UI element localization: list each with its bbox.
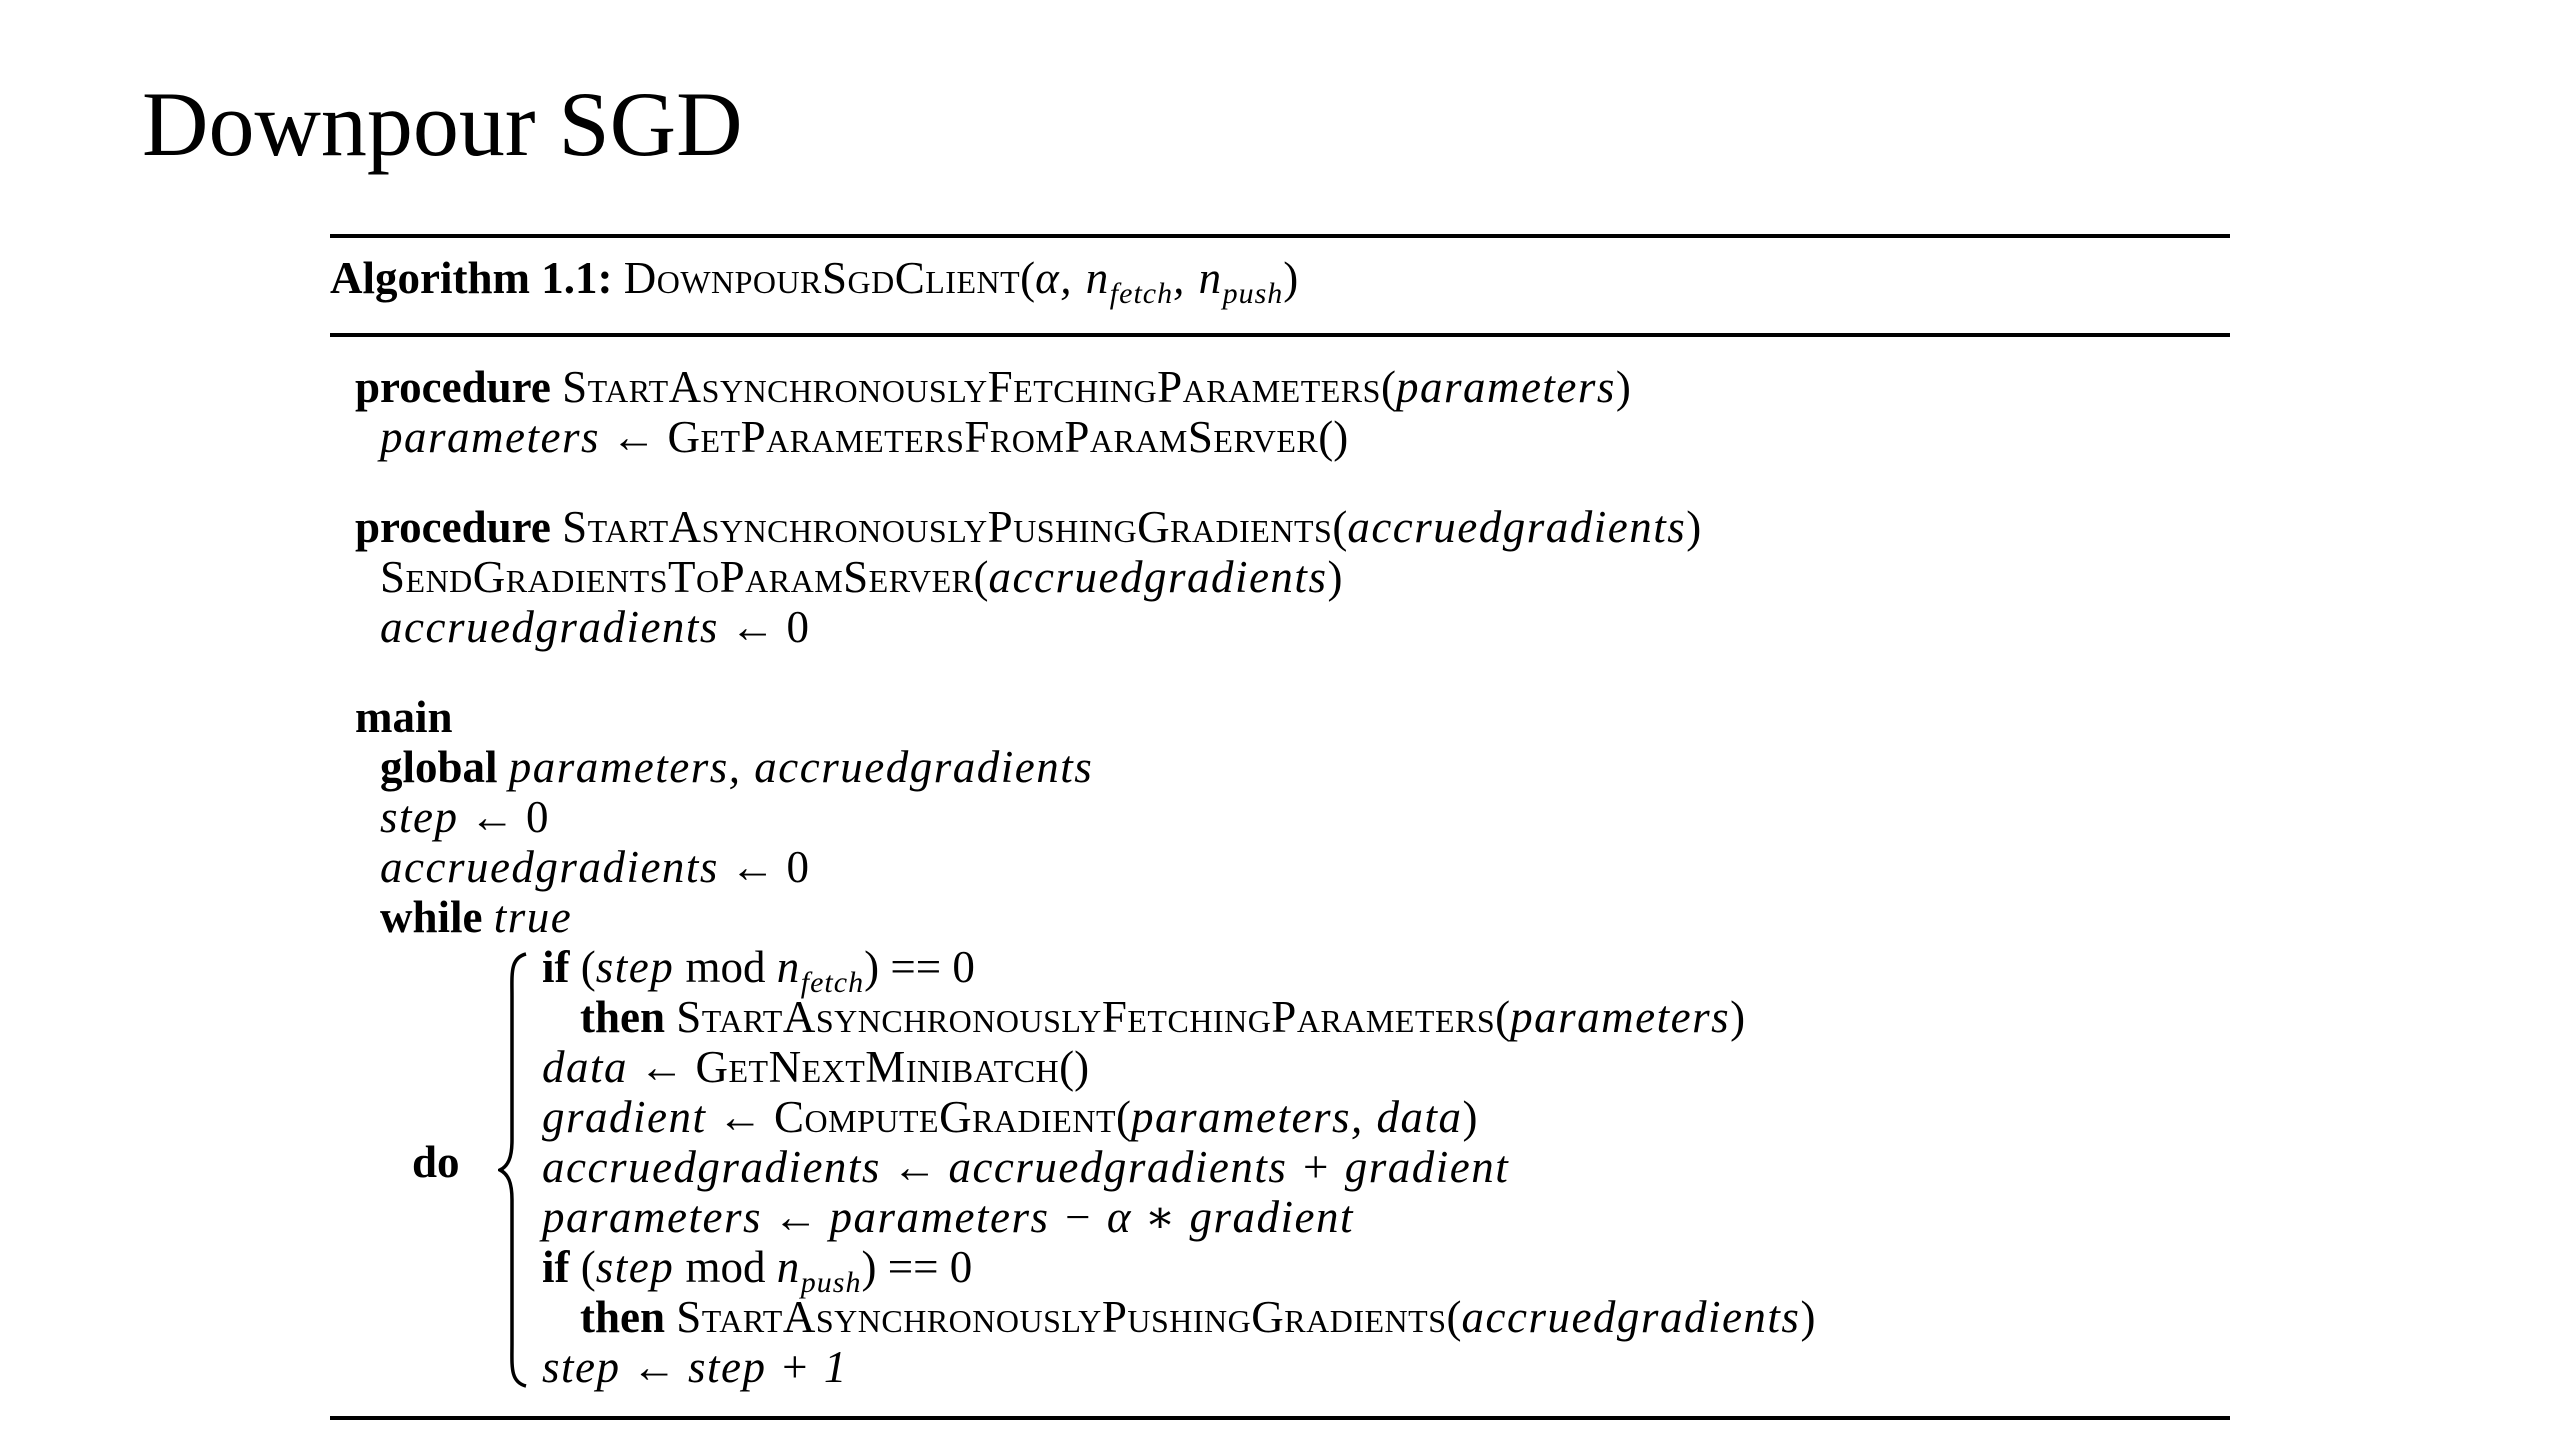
loop-accum-line: accruedgradients ← accruedgradients + gradient	[542, 1142, 1510, 1192]
incr-lhs: step	[542, 1342, 621, 1392]
if-fetch-step: step	[595, 942, 675, 992]
slide-title: Downpour SGD	[142, 73, 743, 175]
do-block-brace	[498, 950, 530, 1390]
proc1-name: StartAsynchronouslyFetchingParameters	[562, 362, 1381, 412]
loop-then-fetch: then StartAsynchronouslyFetchingParameters(parameters)	[580, 992, 1746, 1042]
algorithm-mid-rule	[330, 333, 2230, 337]
proc2-send-line: SendGradientsToParamServer(accruedgradients)	[380, 552, 1343, 602]
accum-rhs: accruedgradients + gradient	[948, 1142, 1510, 1192]
if-push-step: step	[595, 1242, 675, 1292]
algorithm-args-open: (	[1020, 253, 1036, 303]
algorithm-sub-fetch: fetch	[1109, 277, 1174, 310]
loop-then-push: then StartAsynchronouslyPushingGradients(accruedgradients)	[580, 1292, 1816, 1342]
algorithm-args-comma: , n	[1173, 253, 1223, 303]
algorithm-header	[330, 248, 1298, 324]
proc1-body	[380, 412, 1348, 462]
proc1-body-args: ()	[1318, 412, 1349, 462]
if-keyword-push: if	[542, 1242, 570, 1292]
then-keyword-fetch: then	[580, 992, 666, 1042]
proc1-body-var: parameters	[380, 412, 600, 462]
global-keyword: global	[380, 742, 498, 792]
algorithm-label: Algorithm 1.1:	[330, 253, 613, 303]
if-fetch-sub: fetch	[800, 966, 865, 999]
step-init-val: 0	[526, 792, 549, 842]
proc2-reset-val: 0	[786, 602, 809, 652]
while-condition: true	[493, 892, 573, 942]
then-fetch-param: parameters	[1510, 992, 1731, 1042]
loop-if-fetch: if (step mod $n_{fetch}) == 0$	[542, 942, 975, 999]
incr-rhs: step + 1	[688, 1342, 848, 1392]
proc2-name: StartAsynchronouslyPushingGradients	[562, 502, 1333, 552]
proc1-arrow: ←	[611, 412, 657, 462]
compute-args: parameters, data	[1131, 1092, 1463, 1142]
algorithm-name: DownpourSgdClient	[623, 253, 1021, 303]
if-keyword-fetch: if	[542, 942, 570, 992]
main-while-line	[380, 892, 572, 942]
compute-call: ComputeGradient	[774, 1092, 1116, 1142]
then-push-call: StartAsynchronouslyPushingGradients	[676, 1292, 1447, 1342]
loop-data-line: data ← GetNextMinibatch()	[542, 1042, 1090, 1092]
gradient-var: gradient	[542, 1092, 707, 1142]
loop-gradient-line: gradient ← ComputeGradient(parameters, data)	[542, 1092, 1478, 1142]
algorithm-bottom-rule	[330, 1416, 2230, 1420]
proc2-signature: procedure StartAsynchronouslyPushingGradients(accruedgradients)	[355, 502, 1702, 552]
global-vars: parameters, accruedgradients	[508, 742, 1094, 792]
algorithm-args: α, n	[1035, 253, 1110, 303]
proc1-param: parameters	[1395, 362, 1616, 412]
algorithm-top-rule	[330, 234, 2230, 238]
update-rhs: parameters − α ∗ gradient	[829, 1192, 1355, 1242]
main-step-init: step ← 0	[380, 792, 549, 842]
proc2-body-call: SendGradientsToParamServer	[380, 552, 974, 602]
loop-incr-line: step ← step + 1	[542, 1342, 848, 1392]
if-push-n: n	[776, 1242, 801, 1292]
algorithm-args-close: )	[1283, 253, 1299, 303]
while-keyword: while	[380, 892, 483, 942]
proc1-keyword: procedure	[355, 362, 551, 412]
then-fetch-call: StartAsynchronouslyFetchingParameters	[676, 992, 1496, 1042]
minibatch-args: ()	[1059, 1042, 1090, 1092]
proc1-body-call: GetParametersFromParamServer	[667, 412, 1319, 462]
proc2-body-param: accruedgradients	[988, 552, 1328, 602]
algorithm-sub-push: push	[1222, 277, 1284, 310]
minibatch-call: GetNextMinibatch	[695, 1042, 1060, 1092]
accum-lhs: accruedgradients	[542, 1142, 881, 1192]
then-keyword-push: then	[580, 1292, 666, 1342]
main-keyword: main	[355, 692, 453, 742]
accrued-init-val: 0	[786, 842, 809, 892]
do-keyword: do	[412, 1137, 460, 1187]
proc2-param: accruedgradients	[1347, 502, 1687, 552]
if-fetch-mod: mod	[685, 942, 766, 992]
proc1-signature: procedure StartAsynchronouslyFetchingParameters(parameters)	[355, 362, 1631, 412]
if-push-sub: push	[800, 1266, 862, 1299]
main-accrued-init: accruedgradients ← 0	[380, 842, 809, 892]
loop-update-line: parameters ← parameters − α ∗ gradient	[542, 1192, 1355, 1242]
data-var: data	[542, 1042, 629, 1092]
proc2-reset-var: accruedgradients	[380, 602, 719, 652]
if-fetch-n: n	[776, 942, 801, 992]
accrued-init-var: accruedgradients	[380, 842, 719, 892]
main-global-line	[380, 742, 1093, 792]
loop-if-push: if (step mod $n_{push}) == 0$	[542, 1242, 973, 1299]
step-init-var: step	[380, 792, 459, 842]
if-push-mod: mod	[685, 1242, 766, 1292]
proc2-reset-line: accruedgradients ← 0	[380, 602, 809, 652]
update-lhs: parameters	[542, 1192, 762, 1242]
proc2-keyword: procedure	[355, 502, 551, 552]
then-push-param: accruedgradients	[1461, 1292, 1801, 1342]
if-push-eq: == 0	[887, 1242, 973, 1292]
if-fetch-eq: == 0	[890, 942, 975, 992]
